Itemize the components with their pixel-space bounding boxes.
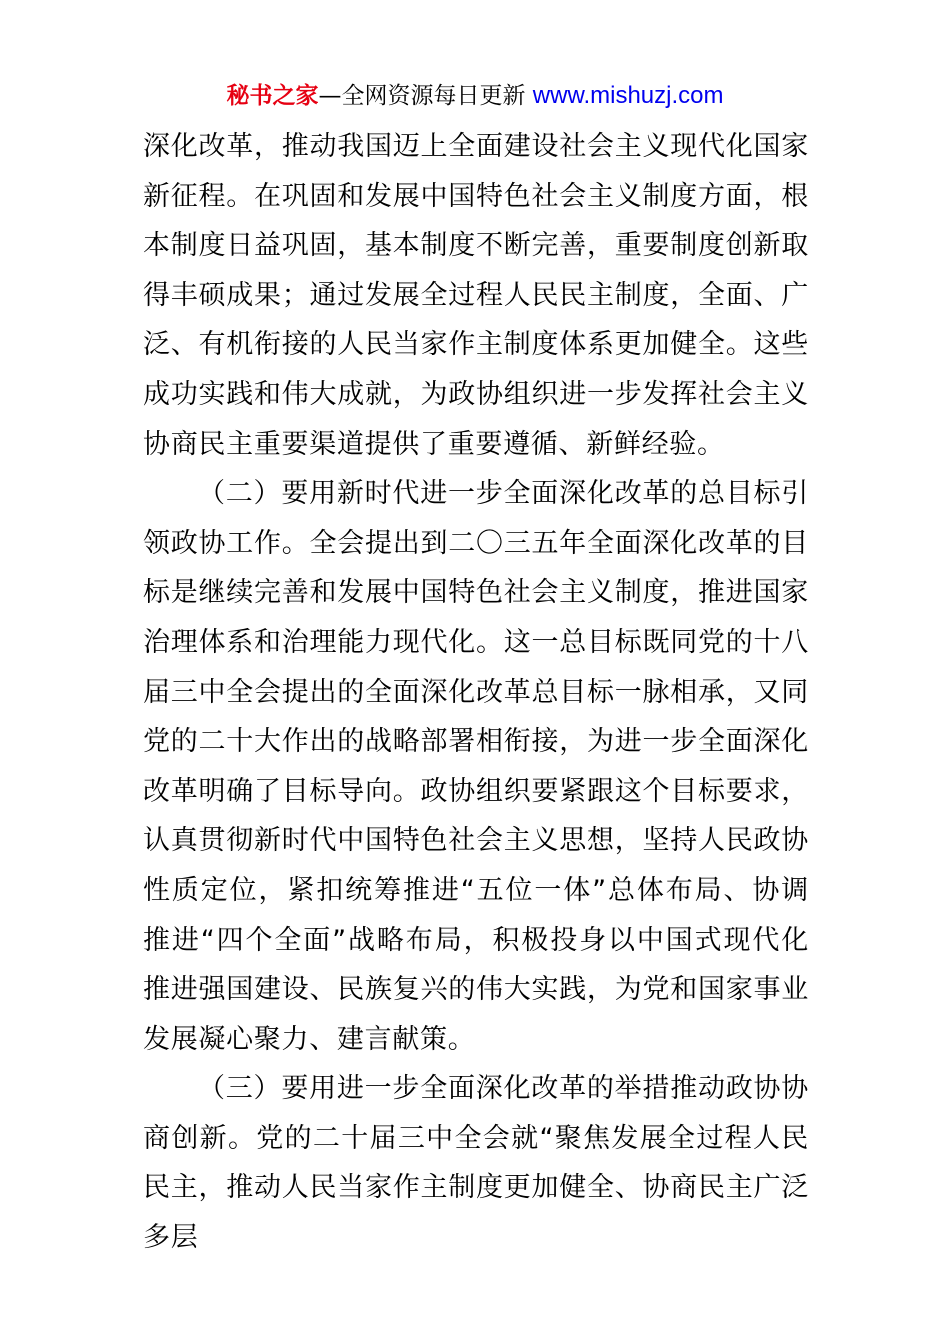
paragraph-section-three: （三）要用进一步全面深化改革的举措推动政协协商创新。党的二十届三中全会就“聚焦发展全过程人民民主，推动人民当家作主制度更加健全、协商民主广泛多层 bbox=[143, 1073, 809, 1254]
paragraph-section-two: （二）要用新时代进一步全面深化改革的总目标引领政协工作。全会提出到二〇三五年全面深化改革的目标是继续完善和发展中国特色社会主义制度，推进国家治理体系和治理能力现代化。这一总目标既同党的十八届三中全会提出的全面深化改革总目标一脉相承，又同党的二十大作出的战略部署相衔接，为进一步全面深化改革明确了目标导向。政协组织要紧跟这个目标要求，认真贯彻新时代中国特色社会主义思想，坚持人民政协性质定位，紧扣统筹推进“五位一体”总体布局、协调推进“四个全面”战略布局，积极投身以中国式现代化推进强国建设、民族复兴的伟大实践，为党和国家事业发展凝心聚力、建言献策。 bbox=[143, 478, 809, 1055]
site-tagline: —全网资源每日更新 bbox=[318, 83, 533, 109]
document-body bbox=[143, 122, 809, 1263]
site-brand: 秘书之家 bbox=[226, 83, 319, 109]
site-url-link[interactable]: www.mishuzj.com bbox=[532, 82, 724, 109]
paragraph-continued: 深化改革，推动我国迈上全面建设社会主义现代化国家新征程。在巩固和发展中国特色社会主义制度方面，根本制度日益巩固，基本制度不断完善，重要制度创新取得丰硕成果；通过发展全过程人民民主制度，全面、广泛、有机衔接的人民当家作主制度体系更加健全。这些成功实践和伟大成就，为政协组织进一步发挥社会主义协商民主重要渠道提供了重要遵循、新鲜经验。 bbox=[143, 131, 809, 460]
site-header bbox=[0, 80, 950, 112]
